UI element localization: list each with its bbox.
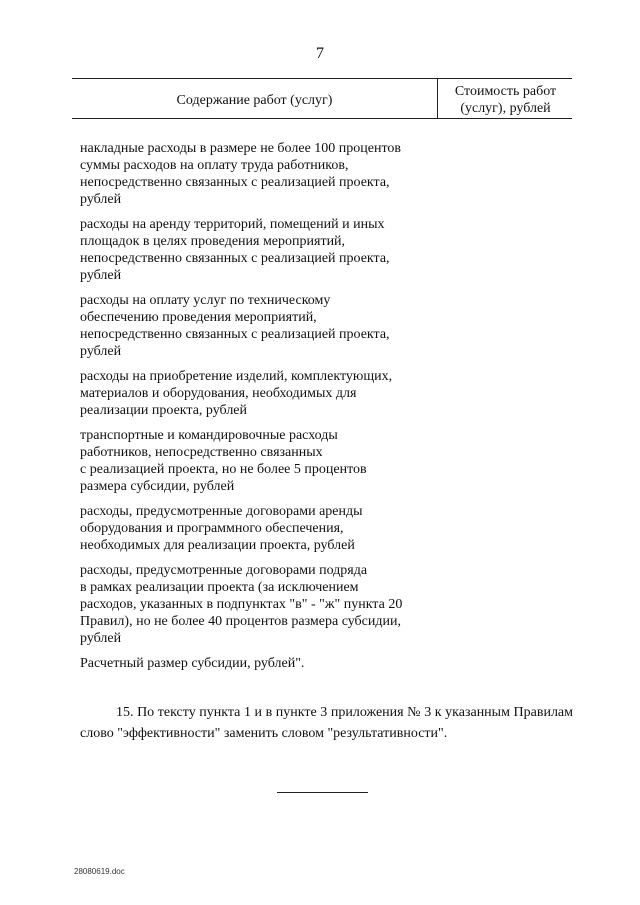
expense-item-overhead: накладные расходы в размере не более 100 процентов суммы расходов на оплату труда работников, непосредственно связанных с реализацией проекта, рублей — [80, 141, 402, 207]
footer-filename: 28080619.doc — [74, 867, 125, 876]
expense-item-technical-support: расходы на оплату услуг по техническому обеспечению проведения мероприятий, непосредственно связанных с реализацией проекта, рублей — [80, 293, 390, 359]
expense-item-equipment-lease: расходы, предусмотренные договорами аренды оборудования и программного обеспечения, необходимых для реализации проекта, рублей — [80, 504, 363, 553]
expense-item-equipment: расходы на приобретение изделий, комплектующих, материалов и оборудования, необходимых для реализации проекта, рублей — [80, 369, 393, 418]
paragraph-15: 15. По тексту пункта 1 и в пункте 3 приложения № 3 к указанным Правилам слово "эффективности" заменить словом "результативности". — [80, 705, 573, 741]
expense-items-list — [80, 140, 440, 680]
table-header — [72, 78, 572, 119]
expense-item-rent-venues: расходы на аренду территорий, помещений и иных площадок в целях проведения мероприятий, непосредственно связанных с реализацией проекта, рублей — [80, 217, 390, 283]
column-header-cost: Стоимость работ (услуг), рублей — [454, 84, 557, 116]
column-header-content: Содержание работ (услуг) — [72, 79, 438, 118]
end-divider — [277, 792, 368, 793]
page-number: 7 — [316, 45, 324, 62]
subsidy-total-row: Расчетный размер субсидии, рублей". — [80, 656, 305, 671]
expense-item-travel: транспортные и командировочные расходы работников, непосредственно связанных с реализацией проекта, но не более 5 процентов размера субсидии, рублей — [80, 428, 367, 494]
expense-item-contracts: расходы, предусмотренные договорами подряда в рамках реализации проекта (за исключением расходов, указанных в подпунктах "в" - "ж" пункта 20 Правил), но не более 40 процентов размера субсидии, рублей — [80, 563, 403, 646]
